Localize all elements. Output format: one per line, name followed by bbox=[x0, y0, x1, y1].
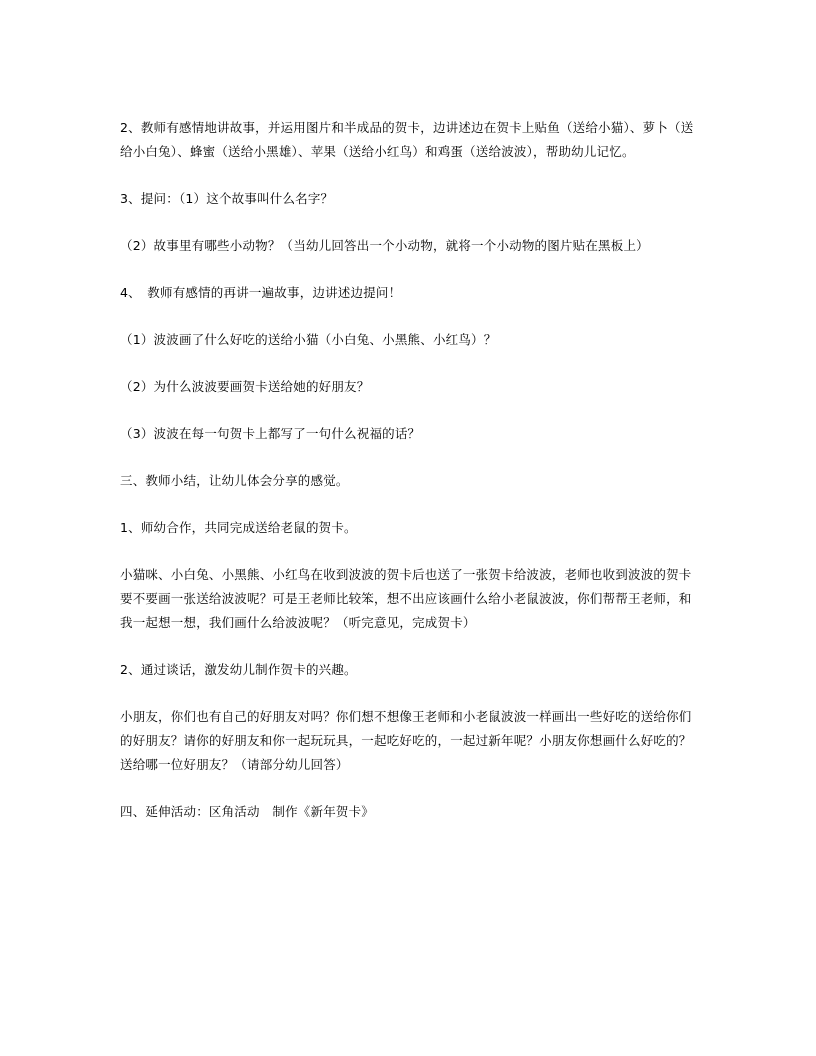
paragraph-question-2: （2）故事里有哪些小动物？（当幼儿回答出一个小动物，就将一个小动物的图片贴在黑板上） bbox=[120, 238, 649, 253]
paragraph-summary-step-2: 2、通过谈话，激发幼儿制作贺卡的兴趣。 bbox=[120, 662, 357, 677]
document-body bbox=[120, 116, 700, 847]
paragraph-step-4-retell: 4、 教师有感情的再讲一遍故事，边讲述边提问！ bbox=[120, 285, 402, 300]
section-heading-extension-activity: 四、延伸活动：区角活动 制作《新年贺卡》 bbox=[120, 804, 375, 819]
paragraph-summary-step-1: 1、师幼合作，共同完成送给老鼠的贺卡。 bbox=[120, 520, 357, 535]
paragraph-step-2-storytelling: 2、教师有感情地讲故事，并运用图片和半成品的贺卡，边讲述边在贺卡上贴鱼（送给小猫）、萝卜（送给小白兔）、蜂蜜（送给小黑雄）、苹果（送给小红鸟）和鸡蛋（送给波波），帮助幼儿记忆。 bbox=[120, 120, 694, 159]
paragraph-retell-question-2: （2）为什么波波要画贺卡送给她的好朋友？ bbox=[120, 379, 370, 394]
paragraph-step-3-question-1: 3、提问：（1）这个故事叫什么名字？ bbox=[120, 191, 334, 206]
paragraph-retell-question-3: （3）波波在每一句贺卡上都写了一句什么祝福的话？ bbox=[120, 426, 421, 441]
paragraph-summary-step-1-detail: 小猫咪、小白兔、小黑熊、小红鸟在收到波波的贺卡后也送了一张贺卡给波波，老师也收到波波的贺卡要不要画一张送给波波呢？可是王老师比较笨，想不出应该画什么给小老鼠波波，你们帮帮王老师，和我一起想一想，我们画什么给波波呢？（听完意见，完成贺卡） bbox=[120, 567, 692, 630]
paragraph-summary-step-2-detail: 小朋友，你们也有自己的好朋友对吗？你们想不想像王老师和小老鼠波波一样画出一些好吃的送给你们的好朋友？请你的好朋友和你一起玩玩具，一起吃好吃的，一起过新年呢？小朋友你想画什么好吃的？送给哪一位好朋友？（请部分幼儿回答） bbox=[120, 709, 692, 772]
paragraph-retell-question-1: （1）波波画了什么好吃的送给小猫（小白兔、小黑熊、小红鸟）？ bbox=[120, 332, 497, 347]
section-heading-teacher-summary: 三、教师小结，让幼儿体会分享的感觉。 bbox=[120, 473, 349, 488]
